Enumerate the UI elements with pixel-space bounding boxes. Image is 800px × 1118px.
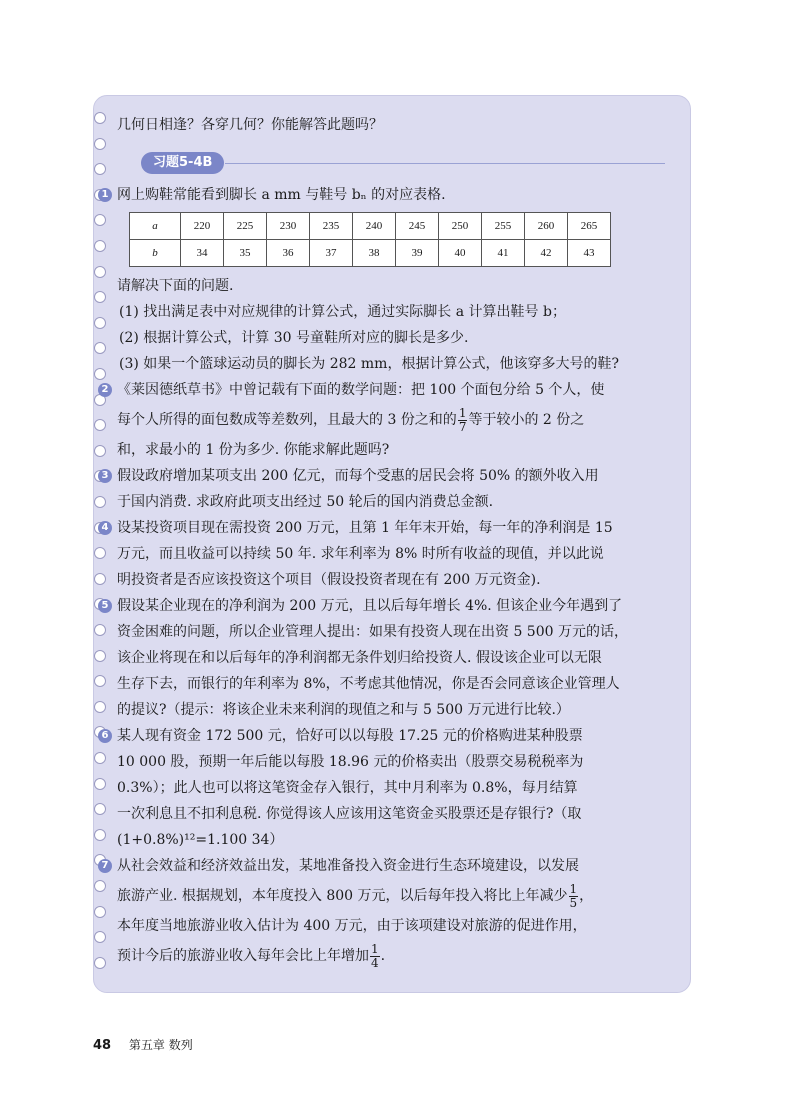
table-cell: 220 (181, 213, 224, 240)
table-row (130, 213, 611, 240)
text-segment: 每个人所得的面包数成等差数列，且最大的 3 份之和的 (117, 412, 457, 428)
chapter-title: 第五章 数列 (128, 1038, 193, 1052)
problem-number: 1 (98, 188, 112, 202)
fraction-denominator: 5 (569, 895, 578, 910)
problem-6-line-4: 一次利息且不扣利息税. 你觉得该人应该用这笔资金买股票还是存银行?（取 (117, 806, 582, 822)
binding-hole (94, 778, 106, 790)
binding-hole (94, 368, 106, 380)
binding-hole (94, 547, 106, 559)
fraction-numerator: 1 (569, 881, 578, 896)
problem-1-prompt: 请解决下面的问题. (117, 278, 234, 294)
table-cell: 230 (267, 213, 310, 240)
problem-4-line-2: 万元，而且收益可以持续 50 年. 求年利率为 8% 时所有收益的现值，并以此说 (117, 546, 604, 562)
table-cell: 42 (525, 240, 568, 267)
binding-hole (94, 573, 106, 585)
fraction (458, 407, 468, 434)
fraction (569, 883, 579, 910)
table-cell: 40 (439, 240, 482, 267)
problem-5-line-3: 该企业将现在和以后每年的净利润都无条件划归给投资人. 假设该企业可以无限 (117, 650, 602, 666)
table-row (130, 240, 611, 267)
problem-1-part-2: (2) 根据计算公式，计算 30 号童鞋所对应的脚长是多少. (119, 330, 469, 346)
problem-number: 7 (98, 859, 112, 873)
problem-7 (101, 853, 673, 879)
table-cell: 235 (310, 213, 353, 240)
binding-hole (94, 291, 106, 303)
binding-hole (94, 701, 106, 713)
problem-5-line-5: 的提议?（提示：将该企业未来利润的现值之和与 5 500 万元进行比较.） (117, 702, 570, 718)
binding-hole (94, 675, 106, 687)
table-cell: 36 (267, 240, 310, 267)
binding-hole (94, 240, 106, 252)
table-cell: 38 (353, 240, 396, 267)
binding-hole (94, 752, 106, 764)
problem-text: 从社会效益和经济效益出发，某地准备投入资金进行生态环境建设，以发展 (117, 858, 579, 874)
table-cell: 245 (396, 213, 439, 240)
problem-6-line-3: 0.3%）；此人也可以将这笔资金存入银行，其中月利率为 0.8%，每月结算 (117, 780, 578, 796)
binding-hole (94, 342, 106, 354)
problem-1-part-3: (3) 如果一个篮球运动员的脚长为 282 mm，根据计算公式，他该穿多大号的鞋? (119, 356, 619, 372)
page-footer (93, 1036, 193, 1053)
table-cell: 255 (482, 213, 525, 240)
table-cell: 35 (224, 240, 267, 267)
problem-2-line-3: 和，求最小的 1 份为多少. 你能求解此题吗? (117, 442, 390, 458)
problem-4 (101, 515, 673, 541)
problem-5-line-2: 资金困难的问题，所以企业管理人提出：如果有投资人现在出资 5 500 万元的话， (117, 624, 628, 640)
notebook-holes (94, 112, 114, 982)
binding-hole (94, 906, 106, 918)
binding-hole (94, 829, 106, 841)
fraction-numerator: 1 (371, 941, 379, 956)
problem-number: 4 (98, 521, 112, 535)
problem-3 (101, 463, 673, 489)
binding-hole (94, 496, 106, 508)
page-number: 48 (93, 1038, 112, 1053)
table-cell: 39 (396, 240, 439, 267)
binding-hole (94, 112, 106, 124)
section-badge: 习题5-4B (141, 152, 224, 174)
table-cell: 37 (310, 240, 353, 267)
table-header-cell: b (130, 240, 181, 267)
problem-number: 6 (98, 729, 112, 743)
table-cell: 41 (482, 240, 525, 267)
binding-hole (94, 419, 106, 431)
problem-text: 设某投资项目现在需投资 200 万元，且第 1 年年末开始，每一年的净利润是 15 (117, 520, 613, 536)
table-cell: 43 (568, 240, 611, 267)
section-rule (225, 163, 665, 164)
section-header (117, 138, 673, 182)
problem-7-line-2 (117, 879, 673, 913)
problem-5-line-4: 生存下去，而银行的年利率为 8%，不考虑其他情况，你是否会同意该企业管理人 (117, 676, 620, 692)
text-segment: 旅游产业. 根据规划，本年度投入 800 万元，以后每年投入将比上年减少 (117, 888, 568, 904)
text-segment: ， (579, 888, 594, 904)
exercise-content (101, 112, 673, 973)
problem-5 (101, 593, 673, 619)
table-header-cell: a (130, 213, 181, 240)
binding-hole (94, 803, 106, 815)
table-cell: 225 (224, 213, 267, 240)
shoe-size-table (129, 212, 611, 267)
problem-number: 5 (98, 599, 112, 613)
binding-hole (94, 445, 106, 457)
table-cell: 260 (525, 213, 568, 240)
problem-1 (101, 182, 673, 208)
fraction-numerator: 1 (458, 405, 467, 420)
fraction (370, 943, 380, 970)
text-segment: 等于较小的 2 份之 (468, 412, 585, 428)
intro-line: 几何日相逢？各穿几何？你能解答此题吗？ (117, 117, 383, 133)
problem-7-line-4 (117, 939, 673, 973)
problem-number: 2 (98, 383, 112, 397)
problem-6 (101, 723, 673, 749)
problem-text: 某人现有资金 172 500 元，恰好可以以每股 17.25 元的价格购进某种股票 (117, 728, 583, 744)
problem-1-part-1: (1) 找出满足表中对应规律的计算公式，通过实际脚长 a 计算出鞋号 b； (119, 304, 566, 320)
binding-hole (94, 163, 106, 175)
binding-hole (94, 957, 106, 969)
binding-hole (94, 317, 106, 329)
table-cell: 250 (439, 213, 482, 240)
problem-6-line-5: (1+0.8%)¹²=1.100 34） (117, 832, 284, 848)
problem-4-line-3: 明投资者是否应该投资这个项目（假设投资者现在有 200 万元资金). (117, 572, 541, 588)
binding-hole (94, 931, 106, 943)
problem-text: 假设政府增加某项支出 200 亿元，而每个受惠的居民会将 50% 的额外收入用 (117, 468, 599, 484)
problem-2 (101, 377, 673, 403)
table-cell: 34 (181, 240, 224, 267)
table-cell: 240 (353, 213, 396, 240)
binding-hole (94, 214, 106, 226)
fraction-denominator: 4 (371, 955, 379, 970)
problem-text: 《莱因德纸草书》中曾记载有下面的数学问题：把 100 个面包分给 5 个人，使 (117, 382, 605, 398)
binding-hole (94, 650, 106, 662)
text-segment: 预计今后的旅游业收入每年会比上年增加 (117, 948, 369, 964)
problem-text: 网上购鞋常能看到脚长 a mm 与鞋号 bₙ 的对应表格. (117, 187, 446, 203)
fraction-denominator: 7 (458, 419, 467, 434)
problem-text: 假设某企业现在的净利润为 200 万元，且以后每年增长 4%. 但该企业今年遇到了 (117, 598, 623, 614)
problem-2-line-2 (117, 403, 673, 437)
problem-6-line-2: 10 000 股，预期一年后能以每股 18.96 元的价格卖出（股票交易税税率为 (117, 754, 584, 770)
binding-hole (94, 138, 106, 150)
binding-hole (94, 624, 106, 636)
problem-3-line-2: 于国内消费. 求政府此项支出经过 50 轮后的国内消费总金额. (117, 494, 494, 510)
text-segment: . (380, 948, 386, 964)
binding-hole (94, 880, 106, 892)
table-cell: 265 (568, 213, 611, 240)
problem-number: 3 (98, 469, 112, 483)
binding-hole (94, 266, 106, 278)
problem-7-line-3: 本年度当地旅游业收入估计为 400 万元，由于该项建设对旅游的促进作用， (117, 918, 587, 934)
